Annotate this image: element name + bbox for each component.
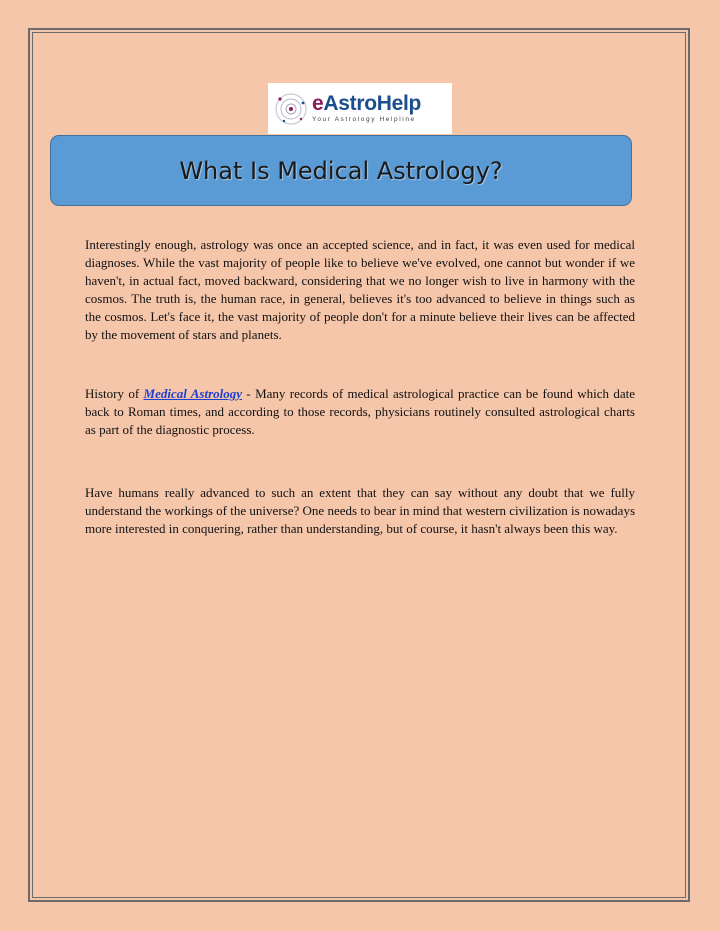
medical-astrology-link[interactable]: Medical Astrology [143,386,243,401]
eastrohelp-logo [268,83,452,134]
title-banner [50,135,632,206]
logo-tagline: Your Astrology Helpline [312,116,416,124]
paragraph-history-prefix: History of [85,386,144,401]
orbit-logo-icon [274,89,310,129]
logo-brand-prefix: e [312,92,324,116]
paragraph-history-body: - Many records of medical astrological practice can be found which date back to Roman times, and according to those records, physicians routinely consulted astrological charts as part of the diagnostic process. [85,386,635,437]
logo-brand-name [312,93,421,114]
page-title: What Is Medical Astrology? [179,156,503,185]
paragraph-intro: Interestingly enough, astrology was once an accepted science, and in fact, it was even used for medical diagnoses. While the vast majority of people like to believe we've evolved, one cannot but wonder if we haven't, in actual fact, moved backward, considering that we no longer wish to live in harmony with the cosmos. The truth is, the human race, in general, believes it's too advanced to believe in things such as the cosmos. Let's face it, the vast majority of people don't for a minute believe their lives can be affected by the movement of stars and planets. [85,237,635,342]
paragraph-history [85,385,635,439]
logo-brand-main: AstroHelp [323,92,422,116]
paragraph-modern: Have humans really advanced to such an extent that they can say without any doubt that we fully understand the workings of the universe? One needs to bear in mind that western civilization is nowadays more interested in conquering, rather than understanding, but of course, it hasn't always been this way. [85,485,635,536]
